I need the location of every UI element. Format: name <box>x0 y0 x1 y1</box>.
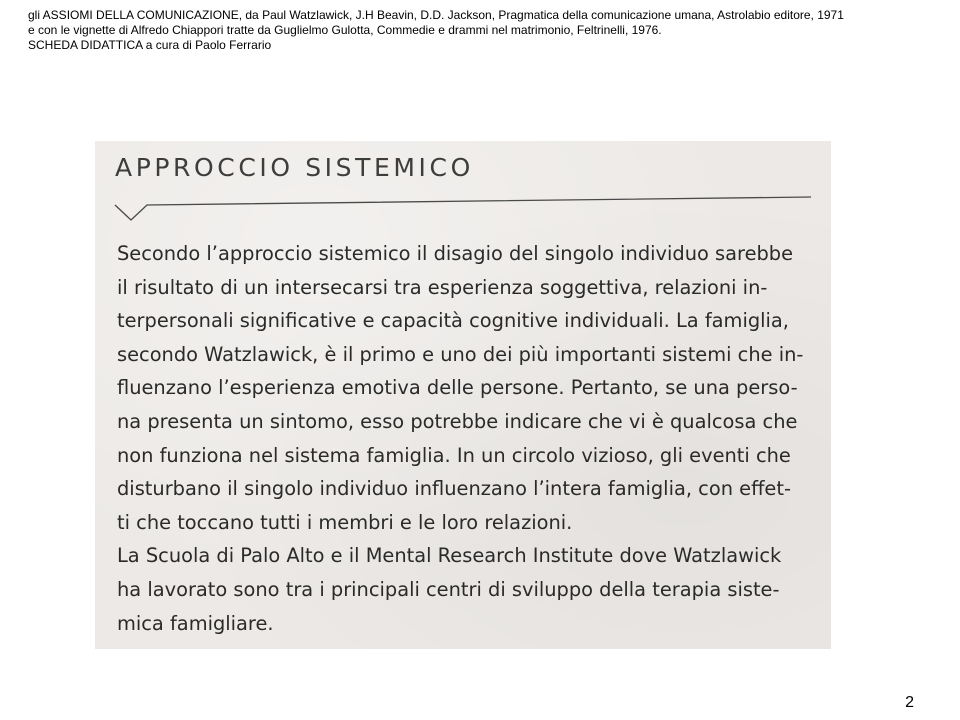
body-line: Secondo l’approccio sistemico il disagio del singolo individuo sarebbe <box>117 242 794 265</box>
body-line: ha lavorato sono tra i principali centri di sviluppo della terapia siste- <box>117 577 780 601</box>
body-line: il risultato di un intersecarsi tra esperienza soggettiva, relazioni in- <box>117 275 768 299</box>
title-underline-chevron <box>95 195 831 235</box>
scan-body-text <box>117 237 817 640</box>
body-line: na presenta un sintomo, esso potrebbe indicare che vi è qualcosa che <box>117 409 798 433</box>
body-line: terpersonali significative e capacità cognitive individuali. La famiglia, <box>117 309 789 333</box>
body-line: La Scuola di Palo Alto e il Mental Research Institute dove Watzlawick <box>117 544 782 568</box>
body-line: ti che toccano tutti i membri e le loro relazioni. <box>117 510 573 534</box>
scanned-page-image <box>95 141 831 649</box>
header-line-2: e con le vignette di Alfredo Chiappori tratte da Guglielmo Gulotta, Commedie e drammi nel matrimonio, Feltrinelli, 1976. <box>28 23 662 37</box>
body-line: disturbano il singolo individuo influenzano l’intera famiglia, con effet- <box>117 477 791 501</box>
body-line: fluenzano l’esperienza emotiva delle persone. Pertanto, se una perso- <box>117 376 798 400</box>
scan-title: APPROCCIO SISTEMICO <box>115 153 474 182</box>
page-number: 2 <box>905 694 914 711</box>
header-line-3: SCHEDA DIDATTICA a cura di Paolo Ferrario <box>28 38 272 52</box>
body-line: mica famigliare. <box>117 611 274 635</box>
slide-header <box>28 8 938 53</box>
body-line: non funziona nel sistema famiglia. In un circolo vizioso, gli eventi che <box>117 443 791 467</box>
header-line-1: gli ASSIOMI DELLA COMUNICAZIONE, da Paul Watzlawick, J.H Beavin, D.D. Jackson, Pragmatica della comunicazione umana, Astrolabio editore, 1971 <box>28 8 844 22</box>
body-line: secondo Watzlawick, è il primo e uno dei più importanti sistemi che in- <box>117 342 804 366</box>
